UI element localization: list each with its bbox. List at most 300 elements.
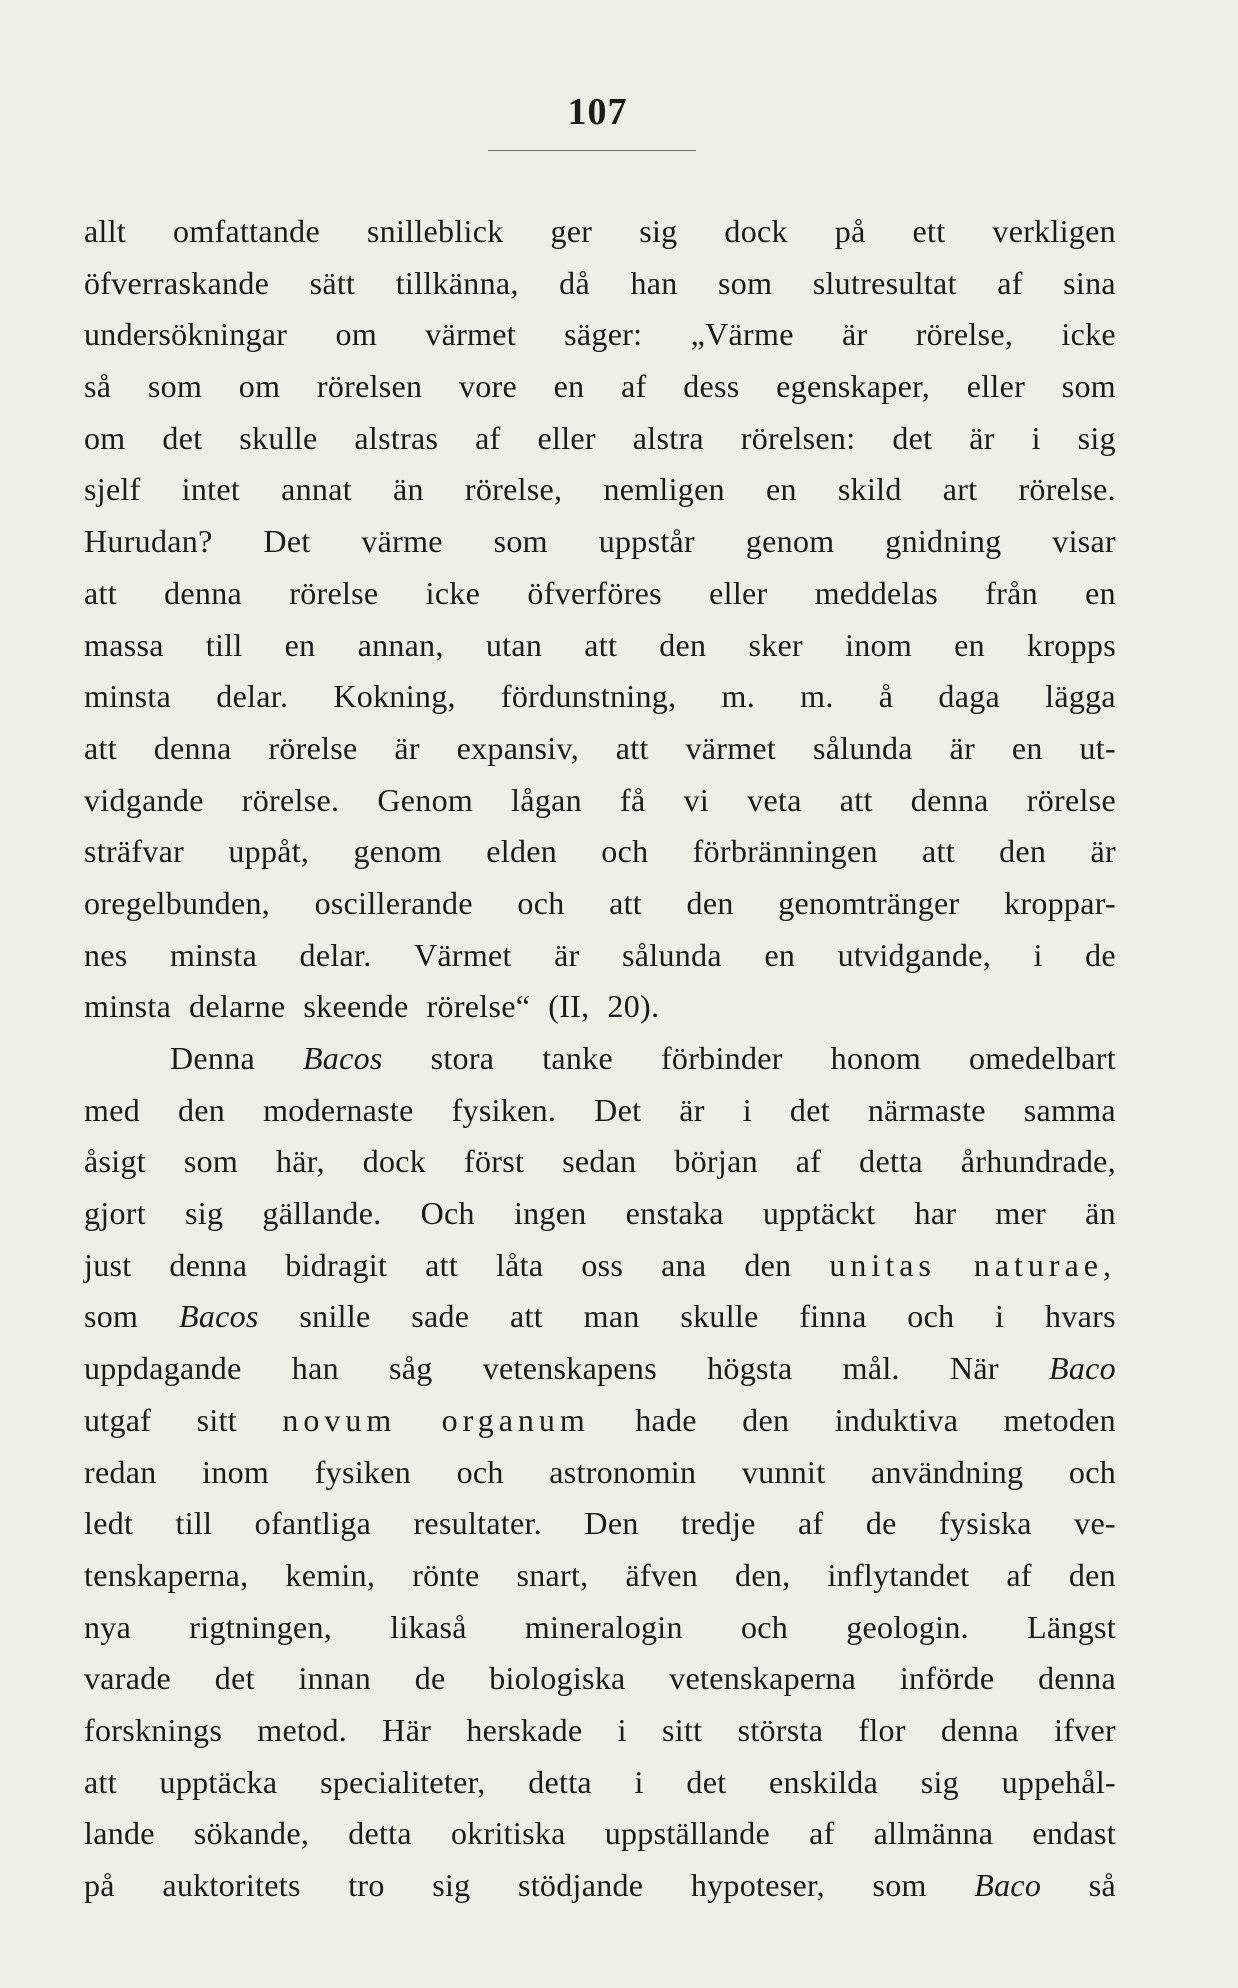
word: geologin. — [846, 1608, 969, 1645]
word: varade — [84, 1660, 172, 1697]
word: i — [617, 1711, 627, 1748]
word: enstaka — [625, 1195, 724, 1232]
word: af — [795, 1143, 822, 1180]
word: å — [878, 678, 894, 715]
word: det — [214, 1660, 255, 1697]
word: vetenskaperna — [669, 1660, 857, 1697]
word: uppdagande — [84, 1350, 242, 1387]
word: uppstår — [598, 523, 696, 560]
text-line — [84, 1653, 1116, 1705]
word: genom — [745, 523, 835, 560]
text-line — [84, 516, 1116, 568]
word: är — [1090, 833, 1116, 870]
word: vetenskapens — [482, 1350, 657, 1387]
word: Det — [263, 523, 311, 560]
word: oss — [581, 1246, 624, 1283]
word: att — [584, 626, 618, 663]
word: ingen — [513, 1195, 587, 1232]
word: meddelas — [814, 574, 938, 611]
word: sade — [411, 1298, 470, 1335]
word: veta — [747, 781, 802, 818]
word: att — [615, 729, 649, 766]
word: från — [985, 574, 1038, 611]
word: tro — [348, 1867, 385, 1903]
word: vore — [458, 368, 518, 405]
word: skild — [837, 471, 902, 508]
word: visar — [1052, 523, 1116, 560]
word: förbinder — [660, 1040, 783, 1076]
word: största — [737, 1711, 824, 1748]
word: i — [995, 1298, 1005, 1335]
word: utgaf — [84, 1401, 152, 1438]
word: endast — [1032, 1815, 1116, 1852]
word: minsta — [169, 936, 258, 973]
word: sig — [185, 1195, 224, 1232]
word: en — [284, 626, 316, 663]
word: ana — [661, 1246, 707, 1283]
word: Och — [420, 1195, 475, 1232]
word: och — [517, 884, 565, 921]
word: sålunda — [622, 936, 722, 973]
word: Här — [382, 1711, 432, 1748]
text-line — [84, 1860, 1116, 1912]
word: mål. — [842, 1350, 900, 1387]
word: upptäckt — [762, 1195, 876, 1232]
word: i — [742, 1091, 752, 1128]
word: denna — [164, 574, 243, 611]
word: som — [1061, 368, 1116, 405]
text-line — [84, 258, 1116, 310]
word: Längst — [1027, 1608, 1116, 1645]
word: enskilda — [769, 1763, 879, 1800]
word: fördunstning, — [500, 678, 677, 715]
word: fysiken. — [451, 1091, 557, 1128]
word: tenskaperna, — [84, 1556, 249, 1593]
word: snille — [299, 1298, 371, 1335]
word: samma — [1023, 1091, 1116, 1128]
word: på — [84, 1867, 115, 1903]
word: alstras — [354, 419, 439, 456]
word: och — [456, 1453, 504, 1490]
word: rörelse, — [464, 471, 563, 508]
word: att — [609, 884, 642, 921]
word: vidgande — [84, 781, 204, 818]
word: om — [335, 316, 378, 353]
word: en — [764, 936, 796, 973]
word: rörelse — [289, 574, 379, 611]
word: sträfvar — [84, 833, 185, 870]
word: har — [914, 1195, 957, 1232]
word: denna — [1038, 1660, 1116, 1697]
word: om — [238, 368, 281, 405]
word: okritiska — [450, 1815, 566, 1852]
word: värmet — [425, 316, 516, 353]
word: af — [475, 419, 501, 456]
word: få — [620, 781, 646, 818]
word: ger — [550, 213, 593, 249]
word: denna — [910, 781, 989, 818]
word: som — [718, 264, 773, 301]
word: dock — [724, 213, 788, 249]
word: i — [1031, 419, 1041, 456]
word: användning — [871, 1453, 1024, 1490]
word: de — [865, 1505, 897, 1542]
word: lande — [84, 1815, 155, 1852]
word: delar. — [216, 678, 289, 715]
word: att — [839, 781, 873, 818]
word: innan — [298, 1660, 372, 1697]
word: genomtränger — [778, 884, 960, 921]
text-line — [84, 1240, 1116, 1292]
word: att — [425, 1246, 459, 1283]
word: en — [553, 368, 585, 405]
word: sökande, — [193, 1815, 310, 1852]
word: eller — [709, 574, 768, 611]
text-line — [84, 568, 1116, 620]
word: vunnit — [741, 1453, 826, 1490]
word: de — [1085, 936, 1116, 973]
word: som — [84, 1298, 139, 1335]
word: äfven — [625, 1556, 699, 1593]
word: början — [674, 1143, 758, 1180]
word: Den — [584, 1505, 639, 1542]
word: stora — [430, 1040, 495, 1076]
word: sålunda — [812, 729, 913, 766]
word: slutresultat — [812, 264, 957, 301]
word: modernaste — [263, 1091, 414, 1128]
word: en — [954, 626, 985, 663]
word: öfverraskande — [84, 264, 270, 301]
word: rörelsen: — [740, 419, 856, 456]
word: mineralogin — [524, 1608, 683, 1645]
word: här, — [276, 1143, 325, 1180]
word: sätt — [309, 264, 356, 301]
word: och — [740, 1608, 789, 1645]
word: just — [84, 1246, 132, 1283]
word: metoden — [1003, 1401, 1116, 1438]
text-line — [84, 1705, 1116, 1757]
word: rörelse, — [915, 316, 1014, 353]
word: hypoteser, — [690, 1867, 825, 1903]
word: m. — [800, 678, 834, 715]
word: att — [84, 1763, 117, 1800]
word: finna — [799, 1298, 867, 1335]
word: naturae, — [973, 1246, 1116, 1283]
word: utvidgande, — [837, 936, 992, 973]
word: ut- — [1079, 729, 1116, 766]
text-line — [84, 1343, 1116, 1395]
text-line — [84, 981, 1116, 1033]
word: då — [559, 264, 590, 301]
word: är — [679, 1091, 705, 1128]
word: som — [872, 1867, 927, 1903]
word: alstra — [632, 419, 704, 456]
word: ett — [912, 213, 946, 249]
word: den, — [735, 1556, 791, 1593]
word: delar. — [299, 936, 372, 973]
word: till — [205, 626, 243, 663]
word: sitt — [196, 1401, 237, 1438]
word: art — [942, 471, 978, 508]
word: inflytandet — [827, 1556, 970, 1593]
word: Bacos — [302, 1040, 383, 1076]
word: omedelbart — [969, 1040, 1116, 1076]
word: expansiv, — [456, 729, 579, 766]
word: Baco — [974, 1867, 1042, 1903]
word: tillkänna, — [395, 264, 519, 301]
word: än — [393, 471, 424, 508]
word: den — [1068, 1556, 1116, 1593]
word: elden — [486, 833, 558, 870]
word: Genom — [377, 781, 474, 818]
word: rigtningen, — [189, 1608, 333, 1645]
word: man — [583, 1298, 640, 1335]
word: verkligen — [992, 213, 1116, 249]
word: denna — [153, 729, 232, 766]
word: uppehål- — [1001, 1763, 1116, 1800]
word: flor — [858, 1711, 906, 1748]
word: som — [147, 368, 203, 405]
word: m. — [721, 678, 755, 715]
word: genom — [353, 833, 443, 870]
word: biologiska — [489, 1660, 626, 1697]
header-rule — [488, 150, 696, 151]
word: det — [789, 1091, 830, 1128]
word: intet — [181, 471, 241, 508]
word: (II, — [548, 988, 590, 1025]
text-line — [84, 1602, 1116, 1654]
word: snart, — [516, 1556, 589, 1593]
word: gällande. — [262, 1195, 382, 1232]
word: utan — [485, 626, 543, 663]
word: bidragit — [285, 1246, 388, 1283]
word: rörelse — [268, 729, 358, 766]
word: att — [84, 574, 117, 611]
word: dess — [683, 368, 740, 405]
word: herskade — [466, 1711, 583, 1748]
page-number: 107 — [567, 91, 628, 133]
word: novum — [282, 1401, 397, 1438]
word: införde — [899, 1660, 995, 1697]
word: icke — [425, 574, 481, 611]
text-line — [84, 206, 1116, 258]
word: sig — [432, 1867, 471, 1903]
word: oscillerande — [314, 884, 473, 921]
word: omfattande — [173, 213, 320, 249]
word: allmänna — [873, 1815, 994, 1852]
word: rörelse — [1026, 781, 1116, 818]
word: närmaste — [867, 1091, 986, 1128]
word: säger: — [564, 316, 643, 353]
word: som — [493, 523, 548, 560]
word: skulle — [680, 1298, 759, 1335]
word: minsta — [84, 678, 172, 715]
text-line — [84, 775, 1116, 827]
text-line — [84, 1550, 1116, 1602]
word: värmet — [685, 729, 777, 766]
word: resultater. — [413, 1505, 543, 1542]
word: Denna — [170, 1040, 256, 1076]
word: redan — [84, 1453, 157, 1490]
word: är — [394, 729, 420, 766]
word: sitt — [662, 1711, 703, 1748]
word: gjort — [84, 1195, 146, 1232]
word: den — [999, 833, 1047, 870]
word: förbränningen — [692, 833, 878, 870]
word: en — [766, 471, 797, 508]
word: rörelse“ — [426, 988, 531, 1025]
word: allt — [84, 213, 127, 249]
word: unitas — [829, 1246, 936, 1283]
word: i — [1033, 936, 1043, 973]
word: ifver — [1054, 1711, 1116, 1748]
word: 20). — [607, 988, 660, 1025]
word: åsigt — [84, 1143, 146, 1180]
word: nemligen — [603, 471, 725, 508]
word: annat — [281, 471, 352, 508]
word: ofantliga — [254, 1505, 372, 1542]
word: „Värme — [690, 316, 794, 353]
word: är — [949, 729, 976, 766]
word: denna — [941, 1711, 1019, 1748]
word: är — [969, 419, 995, 456]
word: sker — [748, 626, 803, 663]
word: först — [464, 1143, 525, 1180]
word: eller — [537, 419, 596, 456]
text-line — [84, 723, 1116, 775]
word: sig — [639, 213, 678, 249]
word: skeende — [303, 988, 409, 1025]
word: hvars — [1045, 1298, 1116, 1335]
word: att — [84, 729, 117, 766]
word: och — [1068, 1453, 1116, 1490]
word: annan, — [357, 626, 444, 663]
word: och — [907, 1298, 955, 1335]
word: är — [554, 936, 580, 973]
text-line — [84, 1808, 1116, 1860]
word: forsknings — [84, 1711, 223, 1748]
word: i — [634, 1763, 644, 1800]
word: detta — [348, 1815, 412, 1852]
word: den — [659, 626, 707, 663]
word: tanke — [542, 1040, 614, 1076]
word: kemin, — [285, 1556, 376, 1593]
word: af — [1006, 1556, 1032, 1593]
word: såg — [389, 1350, 433, 1387]
word: af — [997, 264, 1023, 301]
text-line — [84, 1085, 1116, 1137]
word: den — [177, 1091, 226, 1128]
word: det — [162, 419, 203, 456]
word: auktoritets — [162, 1867, 301, 1903]
word: så — [84, 368, 112, 405]
text-line — [84, 1136, 1116, 1188]
word: dock — [362, 1143, 427, 1180]
text-line — [84, 1033, 1116, 1085]
word: massa — [84, 626, 164, 663]
word: Det — [594, 1091, 642, 1128]
text-line — [84, 464, 1116, 516]
word: fysiken — [314, 1453, 412, 1490]
word: värme — [361, 523, 443, 560]
word: på — [834, 213, 866, 249]
text-line — [84, 1395, 1116, 1447]
word: snilleblick — [366, 213, 504, 249]
word: kropps — [1027, 626, 1116, 663]
word: ve- — [1074, 1505, 1116, 1542]
text-line — [84, 826, 1116, 878]
word: och — [601, 833, 649, 870]
word: af — [809, 1815, 835, 1852]
word: de — [414, 1660, 446, 1697]
word: sjelf — [84, 471, 141, 508]
word: rörelsen — [316, 368, 423, 405]
text-line — [84, 1757, 1116, 1809]
word: Värmet — [413, 936, 512, 973]
word: en — [1011, 729, 1043, 766]
text-line — [84, 1498, 1116, 1550]
word: gnidning — [885, 523, 1002, 560]
word: astronomin — [549, 1453, 697, 1490]
word: den — [744, 1246, 792, 1283]
word: daga — [938, 678, 1000, 715]
word: sig — [1077, 419, 1116, 456]
word: Hurudan? — [84, 523, 213, 560]
word: rörelse. — [1018, 471, 1116, 508]
word: stödjande — [517, 1867, 644, 1903]
text-line — [84, 413, 1116, 465]
word: rörelse. — [241, 781, 340, 818]
word: denna — [169, 1246, 248, 1283]
word: Baco — [1049, 1350, 1116, 1387]
word: rönte — [412, 1556, 480, 1593]
word: uppåt, — [228, 833, 310, 870]
word: den — [686, 884, 734, 921]
word: om — [84, 419, 126, 456]
text-line — [84, 620, 1116, 672]
word: med — [84, 1091, 140, 1128]
word: eller — [966, 368, 1026, 405]
word: hade — [635, 1401, 697, 1438]
word: som — [183, 1143, 239, 1180]
word: öfverföres — [527, 574, 662, 611]
word: Kokning, — [333, 678, 456, 715]
word: fysiska — [939, 1505, 1032, 1542]
word: så — [1088, 1867, 1116, 1903]
word: detta — [859, 1143, 923, 1180]
word: kroppar- — [1004, 884, 1116, 921]
text-line — [84, 361, 1116, 413]
word: af — [798, 1505, 824, 1542]
word: han — [291, 1350, 339, 1387]
word: lägga — [1045, 678, 1116, 715]
word: metod. — [257, 1711, 348, 1748]
word: sina — [1063, 264, 1116, 301]
word: nes — [84, 936, 128, 973]
word: inom — [845, 626, 913, 663]
word: vi — [683, 781, 710, 818]
text-line — [84, 1291, 1116, 1343]
word: upptäcka — [159, 1763, 278, 1800]
word: delarne — [189, 988, 286, 1025]
word: Bacos — [178, 1298, 259, 1335]
word: skulle — [239, 419, 318, 456]
word: undersökningar — [84, 316, 288, 353]
word: minsta — [84, 988, 172, 1025]
word: det — [892, 419, 933, 456]
word: han — [630, 264, 678, 301]
text-line — [84, 671, 1116, 723]
